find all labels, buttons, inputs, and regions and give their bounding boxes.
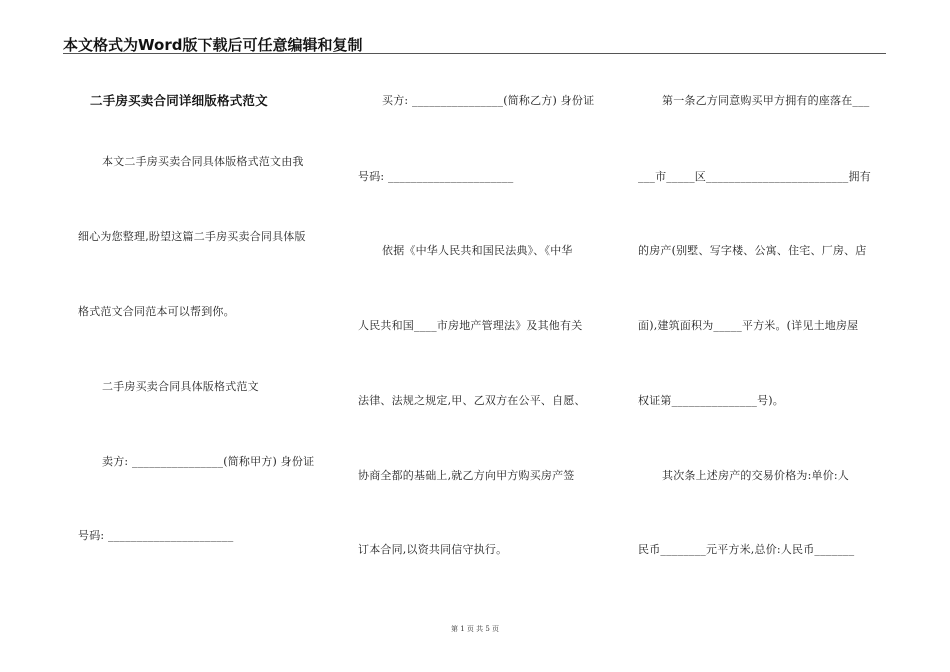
- text-line: 细心为您整理,盼望这篇二手房买卖合同具体版: [78, 230, 306, 243]
- article-2-line: 其次条上述房产的交易价格为:单价:人: [662, 469, 850, 482]
- text-line: 格式范文合同范本可以帮到你。: [78, 305, 235, 318]
- text-line: 订本合同,以资共同信守执行。: [358, 543, 508, 556]
- seller-id-line: 号码: ______________________: [78, 529, 234, 542]
- text-line: 本文二手房买卖合同具体版格式范文由我: [102, 155, 304, 168]
- text-line: ___市_____区_________________________拥有: [638, 170, 871, 183]
- text-line: 的房产(别墅、写字楼、公寓、住宅、厂房、店: [638, 244, 867, 257]
- page-number: 第 1 页 共 5 页: [450, 625, 500, 633]
- buyer-line: 买方: ________________(简称乙方) 身份证: [382, 94, 595, 107]
- section-heading: 二手房买卖合同具体版格式范文: [102, 380, 259, 393]
- text-line: 面),建筑面积为_____平方米。(详见土地房屋: [638, 319, 859, 332]
- document-banner: 本文格式为Word版下载后可任意编辑和复制: [63, 36, 363, 54]
- document-title: 二手房买卖合同详细版格式范文: [90, 93, 268, 108]
- text-line: 权证第_______________号)。: [638, 394, 784, 407]
- banner-divider: [63, 53, 886, 54]
- text-line: 人民共和国____市房地产管理法》及其他有关: [358, 319, 583, 332]
- buyer-id-line: 号码: ______________________: [358, 170, 514, 183]
- article-1-line: 第一条乙方同意购买甲方拥有的座落在___: [662, 94, 870, 107]
- seller-line: 卖方: ________________(简称甲方) 身份证: [102, 455, 315, 468]
- text-line: 协商全都的基础上,就乙方向甲方购买房产签: [358, 469, 575, 482]
- text-line: 依据《中华人民共和国民法典》、《中华: [382, 244, 573, 257]
- text-line: 民币________元平方米,总价:人民币_______: [638, 543, 855, 556]
- text-line: 法律、法规之规定,甲、乙双方在公平、自愿、: [358, 394, 586, 407]
